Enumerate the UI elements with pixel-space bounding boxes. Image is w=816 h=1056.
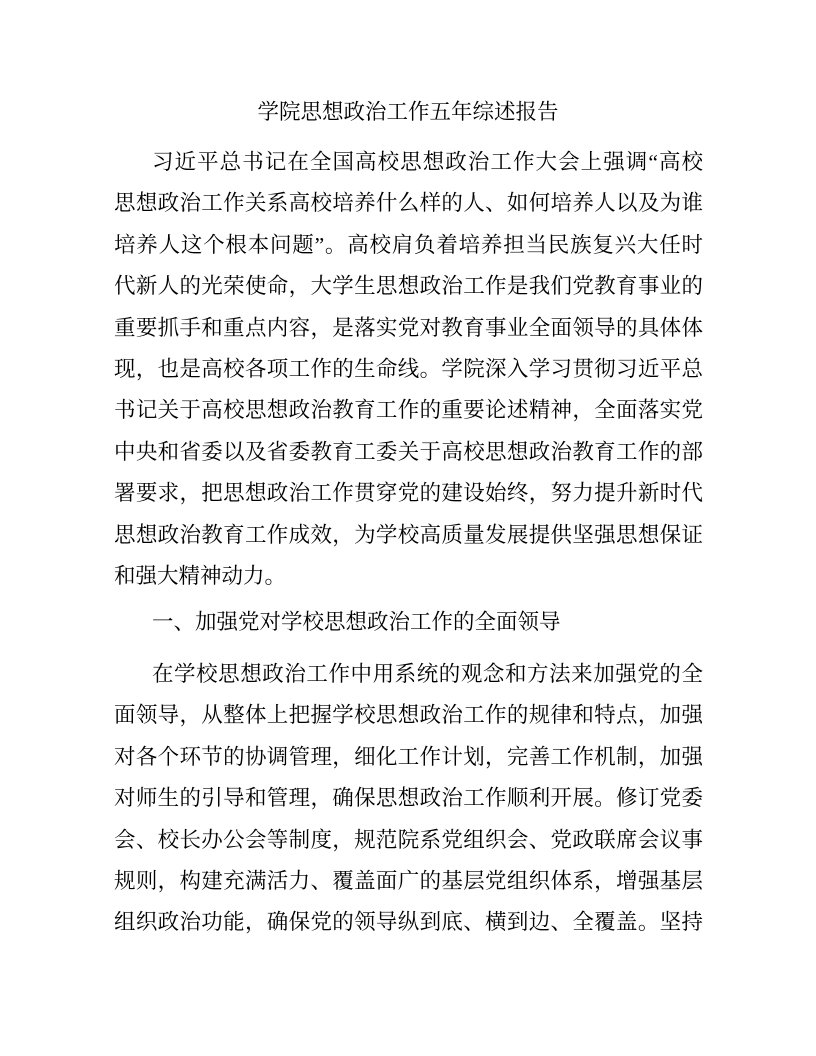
text-line: 重要抓手和重点内容，是落实党对教育事业全面领导的具体体 <box>114 315 703 340</box>
paragraph-section-1 <box>114 654 703 944</box>
paragraph-intro <box>114 142 703 597</box>
text-line: 对各个环节的协调管理，细化工作计划，完善工作机制，加强 <box>114 744 703 769</box>
text-line: 组织政治功能，确保党的领导纵到底、横到边、全覆盖。坚持 <box>114 910 703 935</box>
text-line: 对师生的引导和管理，确保思想政治工作顺利开展。修订党委 <box>114 786 703 811</box>
text-line: 现，也是高校各项工作的生命线。学院深入学习贯彻习近平总 <box>114 356 703 381</box>
text-line: 习近平总书记在全国高校思想政治工作大会上强调“高校 <box>152 150 703 174</box>
text-line: 书记关于高校思想政治教育工作的重要论述精神，全面落实党 <box>114 398 703 423</box>
text-line: 思想政治教育工作成效，为学校高质量发展提供坚强思想保证 <box>114 522 703 547</box>
text-line: 代新人的光荣使命，大学生思想政治工作是我们党教育事业的 <box>114 274 703 299</box>
text-line: 规则，构建充满活力、覆盖面广的基层党组织体系，增强基层 <box>114 868 703 893</box>
text-line: 面领导，从整体上把握学校思想政治工作的规律和特点，加强 <box>114 703 703 728</box>
text-line: 和强大精神动力。 <box>114 563 287 588</box>
document-title: 学院思想政治工作五年综述报告 <box>257 100 559 124</box>
text-line: 培养人这个根本问题”。高校肩负着培养担当民族复兴大任时 <box>114 232 703 257</box>
text-line: 会、校长办公会等制度，规范院系党组织会、党政联席会议事 <box>114 827 703 852</box>
text-line: 中央和省委以及省委教育工委关于高校思想政治教育工作的部 <box>114 439 703 464</box>
text-line: 在学校思想政治工作中用系统的观念和方法来加强党的全 <box>152 662 703 686</box>
text-line: 思想政治工作关系高校培养什么样的人、如何培养人以及为谁 <box>114 191 703 216</box>
section-heading-1: 一、加强党对学校思想政治工作的全面领导 <box>152 610 561 634</box>
text-line: 署要求，把思想政治工作贯穿党的建设始终，努力提升新时代 <box>114 481 703 506</box>
